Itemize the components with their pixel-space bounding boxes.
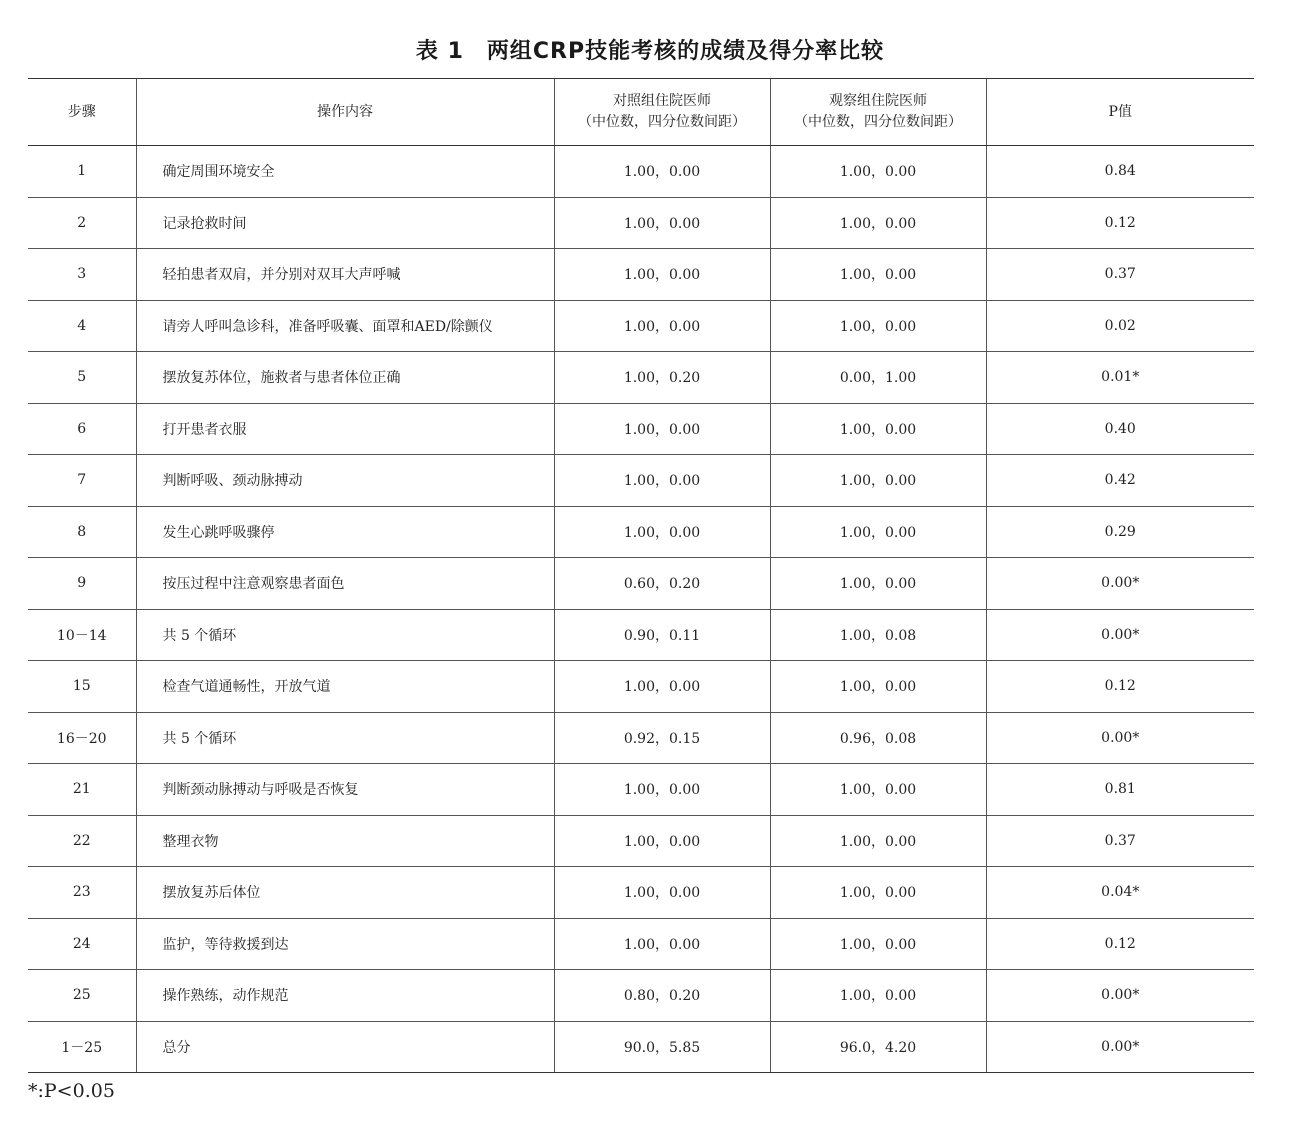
cell-control-value: 1.00，0.00 (554, 403, 770, 455)
cell-observation-value: 96.0，4.20 (770, 1021, 986, 1073)
cell-observation-value: 1.00，0.00 (770, 970, 986, 1022)
cell-step: 1 (28, 146, 136, 198)
cell-content: 发生心跳呼吸骤停 (136, 506, 554, 558)
cell-control-value: 1.00，0.00 (554, 815, 770, 867)
cell-p-value: 0.84 (986, 146, 1254, 198)
header-control-group (554, 79, 770, 146)
cell-content: 摆放复苏后体位 (136, 867, 554, 919)
cell-p-value: 0.12 (986, 661, 1254, 713)
header-observe-line1: 观察组住院医师 (829, 93, 927, 109)
header-p-value: P值 (986, 79, 1254, 146)
footnote: *:P<0.05 (28, 1080, 115, 1102)
cell-control-value: 0.90，0.11 (554, 609, 770, 661)
cell-p-value: 0.81 (986, 764, 1254, 816)
cell-p-value: 0.40 (986, 403, 1254, 455)
table-row (28, 558, 1254, 610)
cell-p-value: 0.42 (986, 455, 1254, 507)
header-observation-group (770, 79, 986, 146)
cell-control-value: 1.00，0.20 (554, 352, 770, 404)
cell-control-value: 1.00，0.00 (554, 764, 770, 816)
cell-observation-value: 1.00，0.00 (770, 558, 986, 610)
cell-observation-value: 1.00，0.00 (770, 918, 986, 970)
table-row (28, 455, 1254, 507)
cell-p-value: 0.00* (986, 970, 1254, 1022)
cell-control-value: 0.80，0.20 (554, 970, 770, 1022)
cell-p-value: 0.00* (986, 1021, 1254, 1073)
table-row (28, 197, 1254, 249)
cell-observation-value: 1.00，0.00 (770, 661, 986, 713)
header-content: 操作内容 (136, 79, 554, 146)
cell-p-value: 0.37 (986, 815, 1254, 867)
cell-p-value: 0.02 (986, 300, 1254, 352)
cell-step: 2 (28, 197, 136, 249)
cell-content: 总分 (136, 1021, 554, 1073)
cell-control-value: 90.0，5.85 (554, 1021, 770, 1073)
table-header (28, 79, 1254, 146)
cell-observation-value: 1.00，0.08 (770, 609, 986, 661)
cell-observation-value: 1.00，0.00 (770, 403, 986, 455)
cell-content: 共 5 个循环 (136, 712, 554, 764)
header-control-line2: （中位数，四分位数间距） (578, 114, 746, 130)
cell-p-value: 0.29 (986, 506, 1254, 558)
table-row (28, 918, 1254, 970)
cell-observation-value: 1.00，0.00 (770, 506, 986, 558)
cell-content: 请旁人呼叫急诊科，准备呼吸囊、面罩和AED/除颤仪 (136, 300, 554, 352)
cell-control-value: 1.00，0.00 (554, 506, 770, 558)
cell-content: 共 5 个循环 (136, 609, 554, 661)
cell-content: 记录抢救时间 (136, 197, 554, 249)
table-row (28, 403, 1254, 455)
cell-content: 判断颈动脉搏动与呼吸是否恢复 (136, 764, 554, 816)
cell-control-value: 1.00，0.00 (554, 197, 770, 249)
cell-step: 3 (28, 249, 136, 301)
cell-content: 打开患者衣服 (136, 403, 554, 455)
header-control-line1: 对照组住院医师 (613, 93, 711, 109)
cell-content: 确定周围环境安全 (136, 146, 554, 198)
cell-content: 整理衣物 (136, 815, 554, 867)
table-row (28, 764, 1254, 816)
cell-control-value: 1.00，0.00 (554, 918, 770, 970)
cell-control-value: 0.92，0.15 (554, 712, 770, 764)
cell-control-value: 1.00，0.00 (554, 455, 770, 507)
table-row (28, 661, 1254, 713)
cell-control-value: 1.00，0.00 (554, 300, 770, 352)
cell-step: 10－14 (28, 609, 136, 661)
cell-content: 按压过程中注意观察患者面色 (136, 558, 554, 610)
cell-observation-value: 0.00，1.00 (770, 352, 986, 404)
cell-observation-value: 1.00，0.00 (770, 249, 986, 301)
cell-step: 4 (28, 300, 136, 352)
cell-p-value: 0.00* (986, 609, 1254, 661)
cell-control-value: 1.00，0.00 (554, 867, 770, 919)
cell-content: 操作熟练，动作规范 (136, 970, 554, 1022)
cell-p-value: 0.12 (986, 197, 1254, 249)
table-row (28, 506, 1254, 558)
table-row (28, 352, 1254, 404)
table-row (28, 712, 1254, 764)
cell-step: 22 (28, 815, 136, 867)
header-step: 步骤 (28, 79, 136, 146)
cell-p-value: 0.00* (986, 558, 1254, 610)
table-row (28, 1021, 1254, 1073)
header-row (28, 79, 1254, 146)
table-row (28, 609, 1254, 661)
cell-p-value: 0.04* (986, 867, 1254, 919)
cell-observation-value: 1.00，0.00 (770, 764, 986, 816)
cell-observation-value: 0.96，0.08 (770, 712, 986, 764)
cell-step: 25 (28, 970, 136, 1022)
cell-step: 7 (28, 455, 136, 507)
table-row (28, 867, 1254, 919)
cell-p-value: 0.12 (986, 918, 1254, 970)
cell-content: 监护，等待救援到达 (136, 918, 554, 970)
cell-observation-value: 1.00，0.00 (770, 815, 986, 867)
cell-content: 判断呼吸、颈动脉搏动 (136, 455, 554, 507)
cell-observation-value: 1.00，0.00 (770, 146, 986, 198)
cell-observation-value: 1.00，0.00 (770, 455, 986, 507)
header-observe-line2: （中位数，四分位数间距） (794, 114, 962, 130)
cell-observation-value: 1.00，0.00 (770, 300, 986, 352)
table-row (28, 815, 1254, 867)
cell-step: 15 (28, 661, 136, 713)
cell-step: 24 (28, 918, 136, 970)
cell-control-value: 1.00，0.00 (554, 661, 770, 713)
cell-observation-value: 1.00，0.00 (770, 197, 986, 249)
table-row (28, 249, 1254, 301)
cell-content: 摆放复苏体位，施救者与患者体位正确 (136, 352, 554, 404)
cell-step: 8 (28, 506, 136, 558)
table-row (28, 146, 1254, 198)
cell-p-value: 0.37 (986, 249, 1254, 301)
cell-step: 6 (28, 403, 136, 455)
cell-content: 检查气道通畅性，开放气道 (136, 661, 554, 713)
table-title: 表 1 两组CRP技能考核的成绩及得分率比较 (415, 39, 885, 64)
cell-content: 轻拍患者双肩，并分别对双耳大声呼喊 (136, 249, 554, 301)
cell-p-value: 0.00* (986, 712, 1254, 764)
cell-control-value: 0.60，0.20 (554, 558, 770, 610)
cell-p-value: 0.01* (986, 352, 1254, 404)
table-body (28, 146, 1254, 1073)
cell-control-value: 1.00，0.00 (554, 249, 770, 301)
cell-step: 5 (28, 352, 136, 404)
table-row (28, 300, 1254, 352)
cell-step: 23 (28, 867, 136, 919)
cell-observation-value: 1.00，0.00 (770, 867, 986, 919)
cell-step: 9 (28, 558, 136, 610)
table-row (28, 970, 1254, 1022)
results-table (28, 78, 1254, 1073)
cell-step: 16－20 (28, 712, 136, 764)
cell-step: 1－25 (28, 1021, 136, 1073)
cell-step: 21 (28, 764, 136, 816)
cell-control-value: 1.00，0.00 (554, 146, 770, 198)
